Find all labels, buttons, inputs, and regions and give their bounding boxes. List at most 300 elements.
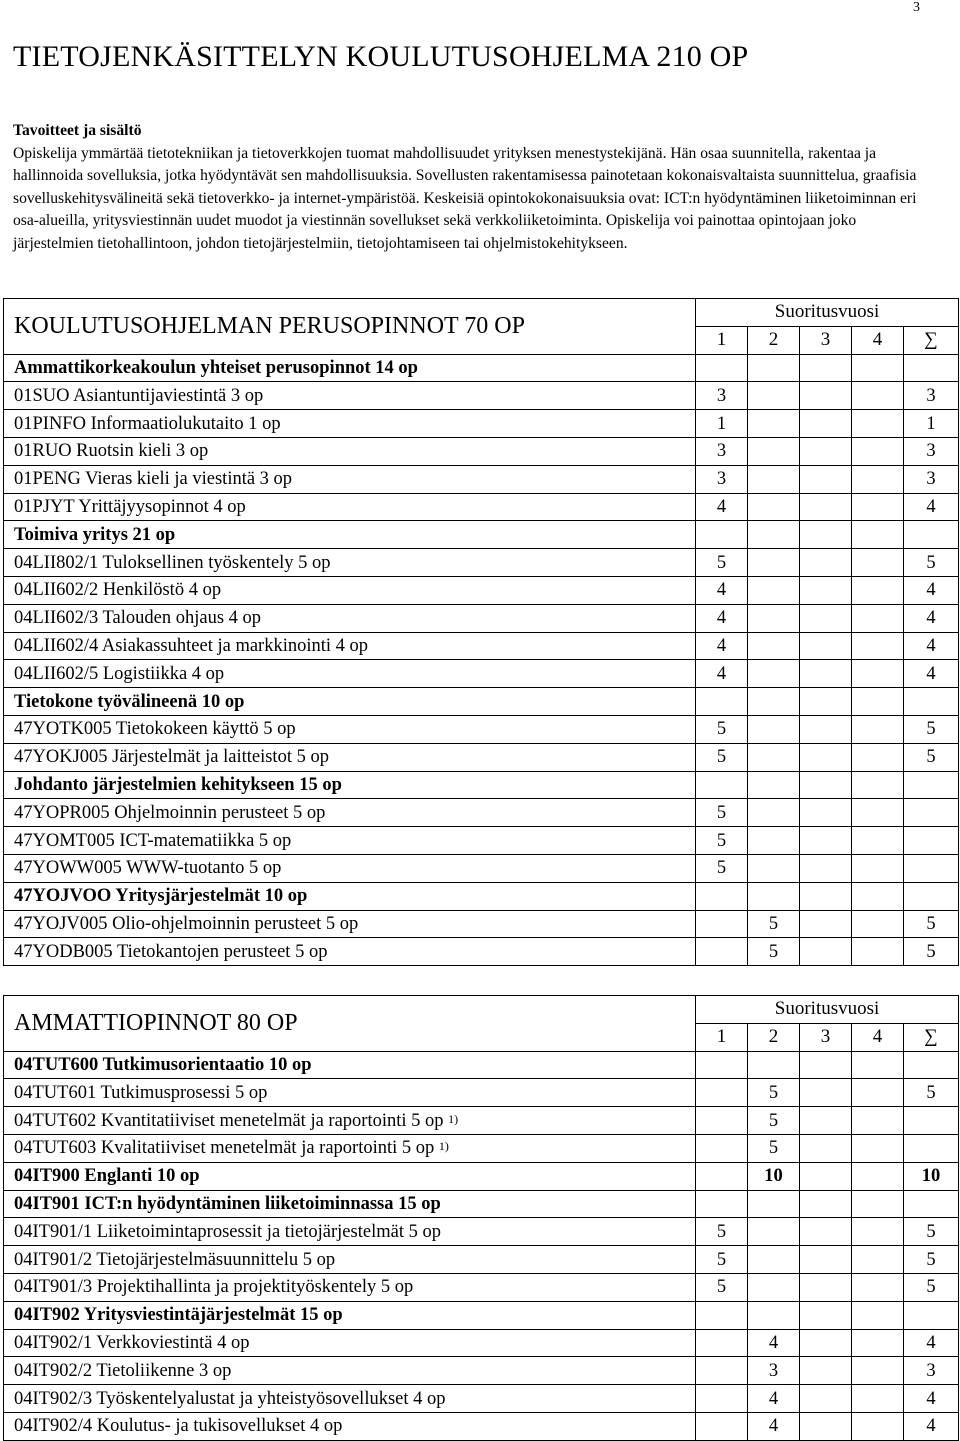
- year-cell: [800, 827, 852, 855]
- year-cell: [800, 1385, 852, 1413]
- sum-cell: [904, 1301, 959, 1329]
- year-cell: [852, 354, 904, 382]
- course-name: [4, 1329, 696, 1357]
- course-row: [4, 799, 959, 827]
- year-cell: [748, 1301, 800, 1329]
- course-name-text: 04IT902/1 Verkkoviestintä 4 op: [14, 1332, 250, 1353]
- course-group-row: [4, 882, 959, 910]
- year-cell: 4: [696, 576, 748, 604]
- sum-cell: 5: [904, 549, 959, 577]
- year-cell: [852, 1134, 904, 1162]
- year-cell: [800, 437, 852, 465]
- sum-cell: 3: [904, 1357, 959, 1385]
- course-name-text: 47YOJV005 Olio-ohjelmoinnin perusteet 5 op: [14, 913, 359, 934]
- sum-cell: 5: [904, 1079, 959, 1107]
- year-cell: [748, 465, 800, 493]
- year-cell: [696, 1385, 748, 1413]
- year-cell: [748, 854, 800, 882]
- course-name: [4, 1357, 696, 1385]
- year-cell: [696, 910, 748, 938]
- year-cell: [696, 1107, 748, 1135]
- footnote-marker: 1): [438, 1139, 449, 1154]
- course-name-text: 04IT901 ICT:n hyödyntäminen liiketoiminnassa 15 op: [14, 1193, 441, 1214]
- course-name-text: 04TUT601 Tutkimusprosessi 5 op: [14, 1082, 268, 1103]
- sum-cell: 4: [904, 1329, 959, 1357]
- course-row: [4, 437, 959, 465]
- sum-cell: 4: [904, 604, 959, 632]
- year-cell: [696, 1329, 748, 1357]
- year-cell: [800, 1412, 852, 1440]
- group-name: [4, 354, 696, 382]
- year-cell: [696, 688, 748, 716]
- course-row: [4, 1246, 959, 1274]
- course-row: [4, 382, 959, 410]
- course-row: [4, 1079, 959, 1107]
- sum-cell: [904, 882, 959, 910]
- sum-header: ∑: [904, 1023, 959, 1051]
- course-name: [4, 410, 696, 438]
- group-name: [4, 1190, 696, 1218]
- course-name: [4, 715, 696, 743]
- year-cell: 5: [696, 799, 748, 827]
- course-name: [4, 1246, 696, 1274]
- course-name: [4, 549, 696, 577]
- sum-cell: [904, 799, 959, 827]
- course-name-text: 04IT902/2 Tietoliikenne 3 op: [14, 1360, 232, 1381]
- year-cell: [748, 1051, 800, 1079]
- sum-cell: 4: [904, 632, 959, 660]
- year-cell: 3: [696, 465, 748, 493]
- year-cell: [800, 354, 852, 382]
- course-row: [4, 465, 959, 493]
- year-cell: [748, 632, 800, 660]
- page-number: 3: [913, 0, 920, 15]
- year-label: 2: [748, 1023, 800, 1051]
- year-cell: [800, 938, 852, 966]
- year-cell: [852, 1329, 904, 1357]
- course-name: [4, 910, 696, 938]
- sum-cell: 4: [904, 660, 959, 688]
- year-cell: [748, 354, 800, 382]
- intro-section: [13, 120, 918, 255]
- year-cell: [852, 576, 904, 604]
- year-cell: 3: [748, 1357, 800, 1385]
- sum-cell: [904, 688, 959, 716]
- year-cell: [800, 1162, 852, 1190]
- year-cell: 4: [748, 1412, 800, 1440]
- table-header-row: [4, 299, 959, 327]
- course-name: [4, 1385, 696, 1413]
- course-name: [4, 743, 696, 771]
- year-cell: [800, 1051, 852, 1079]
- group-name: [4, 771, 696, 799]
- year-header: Suoritusvuosi: [696, 299, 959, 327]
- year-cell: [800, 1107, 852, 1135]
- year-cell: 4: [696, 660, 748, 688]
- year-cell: [748, 882, 800, 910]
- year-cell: [748, 410, 800, 438]
- sum-cell: 5: [904, 715, 959, 743]
- document-title: TIETOJENKÄSITTELYN KOULUTUSOHJELMA 210 OP: [13, 40, 749, 73]
- course-name-text: 47YOMT005 ICT-matematiikka 5 op: [14, 830, 292, 851]
- year-cell: [800, 632, 852, 660]
- course-name: [4, 382, 696, 410]
- course-name-text: 04LII602/5 Logistiikka 4 op: [14, 663, 225, 684]
- year-cell: [852, 715, 904, 743]
- year-cell: [800, 1329, 852, 1357]
- sum-cell: 5: [904, 910, 959, 938]
- year-cell: [748, 660, 800, 688]
- year-cell: [852, 660, 904, 688]
- course-name: [4, 1412, 696, 1440]
- year-cell: [696, 882, 748, 910]
- year-cell: [696, 1301, 748, 1329]
- year-cell: [852, 1190, 904, 1218]
- course-row: [4, 854, 959, 882]
- year-cell: [696, 1357, 748, 1385]
- course-name: [4, 604, 696, 632]
- year-label: 4: [852, 1023, 904, 1051]
- year-cell: [800, 521, 852, 549]
- course-group-row: [4, 1162, 959, 1190]
- year-cell: [852, 1079, 904, 1107]
- year-cell: 4: [748, 1385, 800, 1413]
- year-cell: [800, 799, 852, 827]
- course-row: [4, 743, 959, 771]
- sum-cell: [904, 854, 959, 882]
- table-title: AMMATTIOPINNOT 80 OP: [4, 996, 696, 1052]
- course-name: [4, 660, 696, 688]
- year-cell: [800, 549, 852, 577]
- year-cell: [852, 1246, 904, 1274]
- year-label: 3: [800, 326, 852, 354]
- group-name: [4, 882, 696, 910]
- year-cell: [800, 910, 852, 938]
- year-cell: [800, 493, 852, 521]
- course-name-text: 04LII602/4 Asiakassuhteet ja markkinointi 4 op: [14, 635, 369, 656]
- year-cell: [852, 465, 904, 493]
- basic-studies-table: [3, 298, 959, 966]
- sum-cell: 5: [904, 743, 959, 771]
- year-cell: [748, 1190, 800, 1218]
- course-name-text: 04IT901/1 Liiketoimintaprosessit ja tietojärjestelmät 5 op: [14, 1221, 441, 1242]
- sum-cell: [904, 1107, 959, 1135]
- course-row: [4, 549, 959, 577]
- year-cell: [748, 715, 800, 743]
- group-name: [4, 521, 696, 549]
- year-cell: [800, 1134, 852, 1162]
- course-name-text: 04IT901/3 Projektihallinta ja projektityöskentely 5 op: [14, 1277, 414, 1298]
- intro-body: Opiskelija ymmärtää tietotekniikan ja tietoverkkojen tuomat mahdollisuudet yrityksen menestystekijänä. Hän osaa suunnitella, rakentaa ja hallinnoida sovelluksia, jotka hyödyntävät sen mahdollisuuksia. Sovellusten rakentamisessa painotetaan kokonaisvaltaista suunnittelua, graafisia sovelluskehitysvälineitä sekä tietoverkko- ja internet-ympäristöä. Keskeisiä opintokokonaisuuksia ovat: ICT:n hyödyntäminen liiketoiminnan eri osa-alueilla, yritysviestinnän uudet muodot ja viestinnän sovellukset sekä verkkoliiketoiminta. Opiskelija voi painottaa opintojaan joko järjestelmien tietohallintoon, johdon tietojärjestelmiin, tietojohtamiseen tai ohjelmistokehitykseen.: [13, 144, 917, 252]
- year-cell: [748, 382, 800, 410]
- year-cell: 5: [696, 715, 748, 743]
- course-row: [4, 1134, 959, 1162]
- course-row: [4, 1357, 959, 1385]
- year-cell: [852, 493, 904, 521]
- course-group-row: [4, 521, 959, 549]
- sum-cell: 10: [904, 1162, 959, 1190]
- year-cell: [748, 549, 800, 577]
- course-name-text: 01RUO Ruotsin kieli 3 op: [14, 441, 209, 462]
- course-name: [4, 827, 696, 855]
- year-cell: [748, 688, 800, 716]
- course-name: [4, 1079, 696, 1107]
- sum-cell: 5: [904, 1246, 959, 1274]
- course-name: [4, 493, 696, 521]
- year-cell: [800, 660, 852, 688]
- year-cell: [852, 771, 904, 799]
- group-name: [4, 1301, 696, 1329]
- year-cell: [748, 743, 800, 771]
- year-cell: [748, 437, 800, 465]
- year-cell: [852, 743, 904, 771]
- year-cell: [852, 688, 904, 716]
- year-cell: [748, 771, 800, 799]
- course-name: [4, 1134, 696, 1162]
- year-cell: [800, 1190, 852, 1218]
- year-cell: [852, 799, 904, 827]
- sum-cell: 5: [904, 1218, 959, 1246]
- sum-cell: [904, 521, 959, 549]
- year-cell: [800, 1218, 852, 1246]
- sum-cell: 4: [904, 1385, 959, 1413]
- sum-cell: 1: [904, 410, 959, 438]
- table-title: KOULUTUSOHJELMAN PERUSOPINNOT 70 OP: [4, 299, 696, 355]
- course-name: [4, 938, 696, 966]
- year-cell: [800, 854, 852, 882]
- year-cell: [748, 799, 800, 827]
- year-cell: [800, 771, 852, 799]
- course-row: [4, 1412, 959, 1440]
- year-cell: 5: [748, 938, 800, 966]
- year-cell: [696, 354, 748, 382]
- year-cell: [852, 1162, 904, 1190]
- year-cell: [852, 437, 904, 465]
- course-name: [4, 1273, 696, 1301]
- year-label: 1: [696, 1023, 748, 1051]
- course-row: [4, 1273, 959, 1301]
- year-cell: [800, 576, 852, 604]
- year-cell: 5: [748, 910, 800, 938]
- year-cell: [696, 1412, 748, 1440]
- course-name: [4, 1107, 696, 1135]
- intro-heading: Tavoitteet ja sisältö: [13, 122, 142, 139]
- sum-cell: 4: [904, 1412, 959, 1440]
- year-cell: 3: [696, 382, 748, 410]
- course-name-text: 04LII602/3 Talouden ohjaus 4 op: [14, 608, 262, 629]
- course-row: [4, 938, 959, 966]
- year-cell: [852, 604, 904, 632]
- year-cell: [852, 827, 904, 855]
- course-name-text: Toimiva yritys 21 op: [14, 524, 176, 545]
- course-row: [4, 827, 959, 855]
- footnote-marker: 1): [448, 1111, 459, 1126]
- year-cell: [800, 1301, 852, 1329]
- year-cell: 5: [748, 1134, 800, 1162]
- sum-cell: [904, 1190, 959, 1218]
- group-name: [4, 688, 696, 716]
- year-cell: [800, 743, 852, 771]
- course-name-text: 47YOPR005 Ohjelmoinnin perusteet 5 op: [14, 802, 326, 823]
- year-cell: [800, 1079, 852, 1107]
- year-cell: [852, 1051, 904, 1079]
- year-cell: [748, 1273, 800, 1301]
- year-cell: 4: [748, 1329, 800, 1357]
- year-cell: [800, 1246, 852, 1274]
- year-cell: 5: [748, 1079, 800, 1107]
- sum-cell: [904, 771, 959, 799]
- year-cell: [748, 827, 800, 855]
- year-cell: [696, 1190, 748, 1218]
- year-cell: [696, 521, 748, 549]
- course-name-text: 47YODB005 Tietokantojen perusteet 5 op: [14, 941, 328, 962]
- sum-cell: [904, 1051, 959, 1079]
- year-cell: 4: [696, 604, 748, 632]
- year-cell: [800, 1273, 852, 1301]
- year-cell: [852, 1412, 904, 1440]
- year-cell: [800, 382, 852, 410]
- course-name: [4, 854, 696, 882]
- year-cell: [800, 604, 852, 632]
- sum-cell: 5: [904, 1273, 959, 1301]
- course-name: [4, 465, 696, 493]
- year-cell: [852, 549, 904, 577]
- year-cell: 1: [696, 410, 748, 438]
- professional-studies-table: [3, 995, 959, 1441]
- course-row: [4, 910, 959, 938]
- year-cell: 5: [696, 827, 748, 855]
- year-label: 4: [852, 326, 904, 354]
- course-name-text: 47YOTK005 Tietokokeen käyttö 5 op: [14, 719, 296, 740]
- year-cell: [696, 771, 748, 799]
- course-row: [4, 1218, 959, 1246]
- course-group-row: [4, 771, 959, 799]
- course-row: [4, 632, 959, 660]
- course-name-text: 47YOKJ005 Järjestelmät ja laitteistot 5 op: [14, 747, 329, 768]
- course-name-text: 04IT901/2 Tietojärjestelmäsuunnittelu 5 op: [14, 1249, 336, 1270]
- year-cell: [748, 604, 800, 632]
- course-name-text: 04IT902/3 Työskentelyalustat ja yhteistyösovellukset 4 op: [14, 1388, 446, 1409]
- sum-cell: [904, 354, 959, 382]
- sum-cell: 3: [904, 437, 959, 465]
- year-cell: 3: [696, 437, 748, 465]
- year-cell: [800, 410, 852, 438]
- course-name-text: Tietokone työvälineenä 10 op: [14, 691, 245, 712]
- year-cell: [696, 1051, 748, 1079]
- year-label: 1: [696, 326, 748, 354]
- year-cell: [748, 493, 800, 521]
- course-name: [4, 576, 696, 604]
- course-group-row: [4, 1190, 959, 1218]
- year-cell: [800, 882, 852, 910]
- year-cell: [748, 1246, 800, 1274]
- year-cell: 5: [696, 1246, 748, 1274]
- course-name-text: 04LII602/2 Henkilöstö 4 op: [14, 580, 222, 601]
- sum-cell: 3: [904, 382, 959, 410]
- year-cell: [852, 632, 904, 660]
- group-name: [4, 1162, 696, 1190]
- year-cell: 4: [696, 632, 748, 660]
- year-cell: 10: [748, 1162, 800, 1190]
- sum-cell: 4: [904, 493, 959, 521]
- year-cell: [696, 1134, 748, 1162]
- course-name: [4, 632, 696, 660]
- year-cell: [852, 1301, 904, 1329]
- year-cell: 5: [696, 549, 748, 577]
- course-name: [4, 437, 696, 465]
- course-name-text: 04LII802/1 Tuloksellinen työskentely 5 op: [14, 552, 331, 573]
- course-row: [4, 410, 959, 438]
- year-cell: [852, 1273, 904, 1301]
- course-name-text: 04TUT603 Kvalitatiiviset menetelmät ja raportointi 5 op: [14, 1138, 435, 1159]
- course-name-text: 01SUO Asiantuntijaviestintä 3 op: [14, 385, 264, 406]
- sum-cell: [904, 827, 959, 855]
- course-name-text: 04TUT600 Tutkimusorientaatio 10 op: [14, 1054, 312, 1075]
- year-cell: [852, 854, 904, 882]
- year-cell: [852, 1357, 904, 1385]
- course-row: [4, 660, 959, 688]
- course-name-text: Johdanto järjestelmien kehitykseen 15 op: [14, 774, 342, 795]
- course-row: [4, 1107, 959, 1135]
- sum-cell: [904, 1134, 959, 1162]
- year-cell: [696, 938, 748, 966]
- course-row: [4, 715, 959, 743]
- year-cell: [852, 382, 904, 410]
- year-cell: [748, 576, 800, 604]
- year-cell: [852, 410, 904, 438]
- year-cell: [800, 1357, 852, 1385]
- course-name-text: 47YOWW005 WWW-tuotanto 5 op: [14, 858, 282, 879]
- course-name-text: 04IT900 Englanti 10 op: [14, 1166, 200, 1187]
- course-name: [4, 1218, 696, 1246]
- course-name-text: 01PENG Vieras kieli ja viestintä 3 op: [14, 469, 293, 490]
- year-cell: 5: [696, 743, 748, 771]
- year-cell: [852, 1218, 904, 1246]
- course-row: [4, 1385, 959, 1413]
- year-cell: [800, 715, 852, 743]
- year-cell: 5: [696, 1273, 748, 1301]
- year-cell: 5: [748, 1107, 800, 1135]
- course-name-text: 04TUT602 Kvantitatiiviset menetelmät ja raportointi 5 op: [14, 1110, 444, 1131]
- year-label: 3: [800, 1023, 852, 1051]
- course-group-row: [4, 354, 959, 382]
- sum-cell: 5: [904, 938, 959, 966]
- year-header: Suoritusvuosi: [696, 996, 959, 1024]
- year-cell: [852, 882, 904, 910]
- sum-cell: 4: [904, 576, 959, 604]
- course-name-text: Ammattikorkeakoulun yhteiset perusopinnot 14 op: [14, 357, 418, 378]
- year-cell: [852, 1107, 904, 1135]
- course-name-text: 47YOJVOO Yritysjärjestelmät 10 op: [14, 886, 308, 907]
- table-header-row: [4, 996, 959, 1024]
- sum-cell: 3: [904, 465, 959, 493]
- course-row: [4, 1329, 959, 1357]
- year-cell: [852, 1385, 904, 1413]
- course-row: [4, 576, 959, 604]
- year-cell: [800, 688, 852, 716]
- year-cell: [696, 1079, 748, 1107]
- year-cell: [852, 938, 904, 966]
- year-cell: 5: [696, 854, 748, 882]
- course-group-row: [4, 688, 959, 716]
- year-cell: [852, 910, 904, 938]
- year-cell: 4: [696, 493, 748, 521]
- course-group-row: [4, 1051, 959, 1079]
- year-cell: [696, 1162, 748, 1190]
- course-row: [4, 493, 959, 521]
- course-group-row: [4, 1301, 959, 1329]
- course-name-text: 04IT902/4 Koulutus- ja tukisovellukset 4 op: [14, 1416, 343, 1437]
